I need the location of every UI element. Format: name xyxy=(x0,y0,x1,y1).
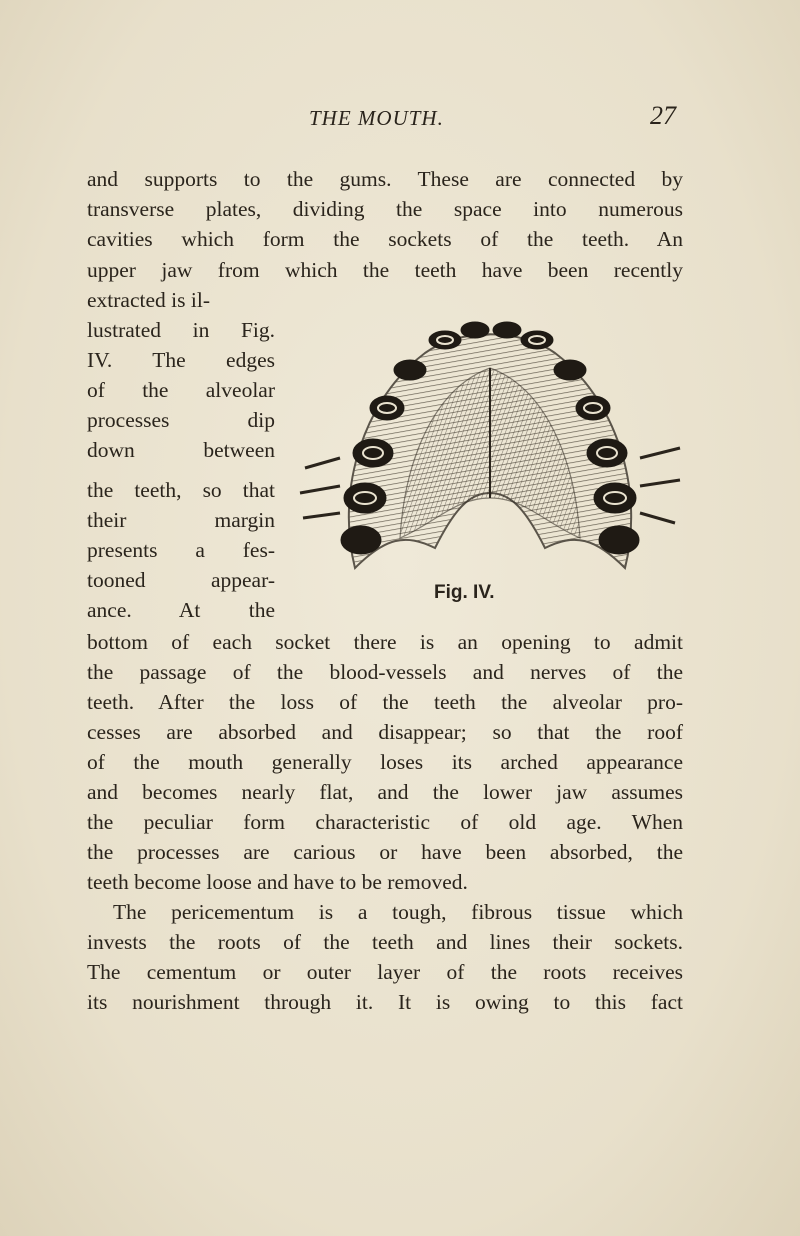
text-line: the passage of the blood-vessels and nerves of the xyxy=(87,660,683,684)
text-line: ance. At the xyxy=(87,598,275,622)
text-line: presents a fes- xyxy=(87,538,275,562)
text-line: The cementum or outer layer of the roots receives xyxy=(87,960,683,984)
text-line: the peculiar form characteristic of old age. When xyxy=(87,810,683,834)
text-line: and supports to the gums. These are connected by xyxy=(87,167,683,191)
text-line: teeth. After the loss of the teeth the alveolar pro- xyxy=(87,690,683,714)
text-line: of the alveolar xyxy=(87,378,275,402)
page-number: 27 xyxy=(650,101,676,130)
text-line: its nourishment through it. It is owing to this fact xyxy=(87,990,683,1014)
text-line: the teeth, so that xyxy=(87,478,275,502)
text-line: tooned appear- xyxy=(87,568,275,592)
text-line: cavities which form the sockets of the teeth. An xyxy=(87,227,683,251)
text-line: processes dip xyxy=(87,408,275,432)
figure-caption: Fig. IV. xyxy=(434,582,495,603)
text-line: The pericementum is a tough, fibrous tissue which xyxy=(113,900,683,924)
text-line: down between xyxy=(87,438,275,462)
running-head: THE MOUTH. xyxy=(309,106,444,130)
text-line: cesses are absorbed and disappear; so that the roof xyxy=(87,720,683,744)
text-line: invests the roots of the teeth and lines their sockets. xyxy=(87,930,683,954)
text-line: their margin xyxy=(87,508,275,532)
text-line: transverse plates, dividing the space into numerous xyxy=(87,197,683,221)
text-line: extracted is il- xyxy=(87,288,210,312)
text-line: bottom of each socket there is an opening to admit xyxy=(87,630,683,654)
text-line: upper jaw from which the teeth have been recently xyxy=(87,258,683,282)
text-line: of the mouth generally loses its arched appearance xyxy=(87,750,683,774)
upper-jaw-illustration xyxy=(295,308,685,593)
text-line: the processes are carious or have been absorbed, the xyxy=(87,840,683,864)
text-line: lustrated in Fig. xyxy=(87,318,275,342)
text-line: and becomes nearly flat, and the lower jaw assumes xyxy=(87,780,683,804)
text-line: IV. The edges xyxy=(87,348,275,372)
text-line: teeth become loose and have to be removed. xyxy=(87,870,468,894)
